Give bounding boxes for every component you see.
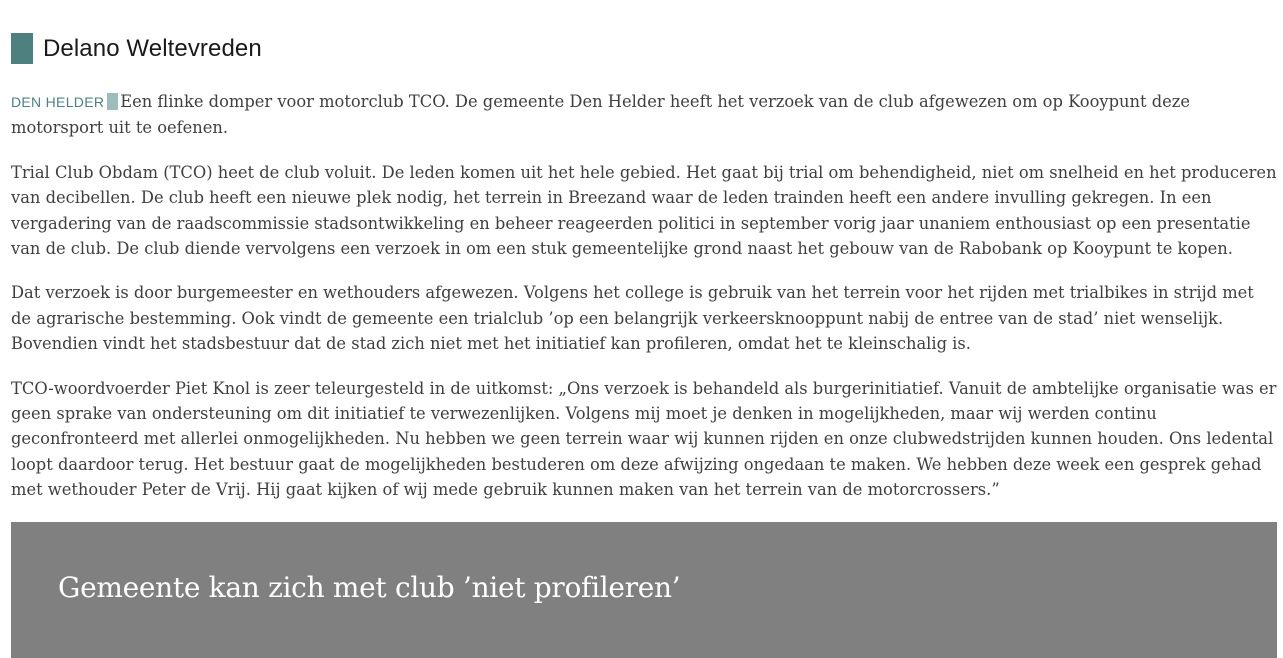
article-paragraph-lead <box>11 89 1277 141</box>
pull-quote-box <box>11 522 1277 658</box>
lead-text: Een flinke domper voor motorclub TCO. De gemeente Den Helder heeft het verzoek van de club afgewezen om op Kooypunt deze motorsport uit te oefenen. <box>11 92 1190 138</box>
article-paragraph: Trial Club Obdam (TCO) heet de club voluit. De leden komen uit het hele gebied. Het gaat bij trial om behendigheid, niet om snelheid en het produceren van decibellen. De club heeft een nieuwe plek nodig, het terrein in Breezand waar de leden trainden heeft een andere invulling gekregen. In een vergadering van de raadscommissie stadsontwikkeling en beheer reageerden politici in september vorig jaar unaniem enthousiast op een presentatie van de club. De club diende vervolgens een verzoek in om een stuk gemeentelijke grond naast het gebouw van de Rabobank op Kooypunt te kopen. <box>11 162 1277 259</box>
author-marker-block <box>11 33 33 64</box>
author-byline <box>11 33 262 64</box>
article-body <box>11 89 1277 522</box>
pull-quote-text: Gemeente kan zich met club ’niet profileren’ <box>58 571 681 604</box>
dateline-marker-block <box>107 93 118 110</box>
article-paragraph: Dat verzoek is door burgemeester en wethouders afgewezen. Volgens het college is gebruik van het terrein voor het rijden met trialbikes in strijd met de agrarische bestemming. Ook vindt de gemeente een trialclub ’op een belangrijk verkeersknooppunt nabij de entree van de stad’ niet wenselijk. Bovendien vindt het stadsbestuur dat de stad zich niet met het initiatief kan profileren, omdat het te kleinschalig is. <box>11 283 1254 354</box>
article-paragraph: TCO-woordvoerder Piet Knol is zeer teleurgesteld in de uitkomst: „Ons verzoek is behandeld als burgerinitiatief. Vanuit de ambtelijke organisatie was er geen sprake van ondersteuning om dit initiatief te verwezenlijken. Volgens mij moet je denken in mogelijkheden, maar wij werden continu geconfronteerd met allerlei onmogelijkheden. Nu hebben we geen terrein waar wij kunnen rijden en onze clubwedstrijden kunnen houden. Ons ledental loopt daardoor terug. Het bestuur gaat de mogelijkheden bestuderen om deze afwijzing ongedaan te maken. We hebben deze week een gesprek gehad met wethouder Peter de Vrij. Hij gaat kijken of wij mede gebruik kunnen maken van het terrein van de motorcrossers.” <box>11 378 1277 500</box>
dateline: DEN HELDER <box>11 94 105 110</box>
author-name[interactable]: Delano Weltevreden <box>43 34 262 62</box>
